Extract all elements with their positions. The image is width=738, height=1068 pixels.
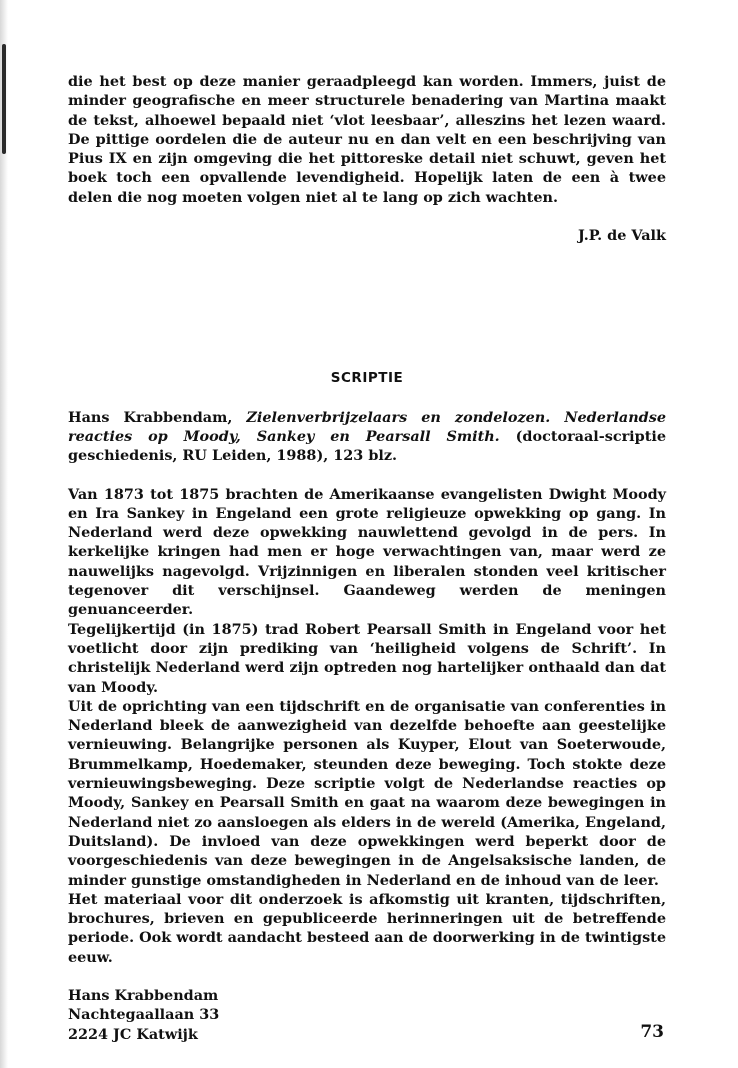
page-spine-shadow [0,0,8,1068]
page-number: 73 [640,1022,664,1042]
review-closing-paragraph: die het best op deze manier geraadpleegd kan worden. Immers, juist de minder geografische en meer structurele benadering van Martina maakt de tekst, alhoewel bepaald niet ‘vlot leesbaar’, alleszins het lezen waard. De pittige oordelen die de auteur nu en dan velt en een beschrijving van Pius IX en zijn omgeving die het pittoreske detail niet schuwt, geven het boek toch een opvallende levendigheid. Hopelijk laten de een à twee delen die nog moeten volgen niet al te lang op zich wachten. [68,73,666,206]
thesis-citation [68,408,666,466]
page-content [68,72,666,1044]
thesis-title: Zielenverbrijzelaars en zondelozen. Nederlandse reacties op Moody, Sankey en Pearsall Smith. [68,408,667,445]
address-street: Nachtegaallaan 33 [68,1006,220,1024]
address-name: Hans Krabbendam [68,986,219,1004]
summary-paragraph: Van 1873 tot 1875 brachten de Amerikaanse evangelisten Dwight Moody en Ira Sankey in Engeland een grote religieuze opwekking op gang. In Nederland werd deze opwekking nauwlettend gevolgd in de pers. In kerkelijke kringen had men er hoge verwachtingen van, maar werd ze nauwelijks nagevolgd. Vrijzinnigen en liberalen stonden veel kritischer tegenover dit verschijnsel. Gaandeweg werden de meningen genuanceerder. [68,485,666,619]
section-heading: SCRIPTIE [330,370,404,387]
binding-mark [2,44,6,154]
summary-paragraph: Tegelijkertijd (in 1875) trad Robert Pearsall Smith in Engeland voor het voetlicht door zijn prediking van ‘heiligheid volgens de Schrift’. In christelijk Nederland werd zijn optreden nog hartelijker onthaald dan dat van Moody. [68,620,666,696]
review-signature: J.P. de Valk [578,227,666,245]
thesis-author: Hans Krabbendam, [68,408,233,426]
thesis-summary [68,485,666,967]
address-city: 2224 JC Katwijk [68,1025,198,1043]
author-address [68,986,666,1044]
summary-paragraph: Uit de oprichting van een tijdschrift en de organisatie van conferenties in Nederland bleek de aanwezigheid van dezelfde behoefte aan geestelijke vernieuwing. Belangrijke personen als Kuyper, Elout van Soeterwoude, Brummelkamp, Hoedemaker, steunden deze beweging. Toch stokte deze vernieuwingsbeweging. Deze scriptie volgt de Nederlandse reacties op Moody, Sankey en Pearsall Smith en gaat na waarom deze bewegingen in Nederland niet zo aansloegen als elders in de wereld (Amerika, Engeland, Duitsland). De invloed van deze opwekkingen werd beperkt door de voorgeschiedenis van deze bewegingen in de Angelsaksische landen, de minder gunstige omstandigheden in Nederland en de inhoud van de leer. [68,697,666,889]
summary-paragraph: Het materiaal voor dit onderzoek is afkomstig uit kranten, tijdschriften, brochures, brieven en gepubliceerde herinneringen uit de betreffende periode. Ook wordt aandacht besteed aan de doorwerking in de twintigste eeuw. [68,890,666,966]
thesis-details: (doctoraal-scriptie geschiedenis, RU Leiden, 1988), 123 blz. [68,427,666,465]
